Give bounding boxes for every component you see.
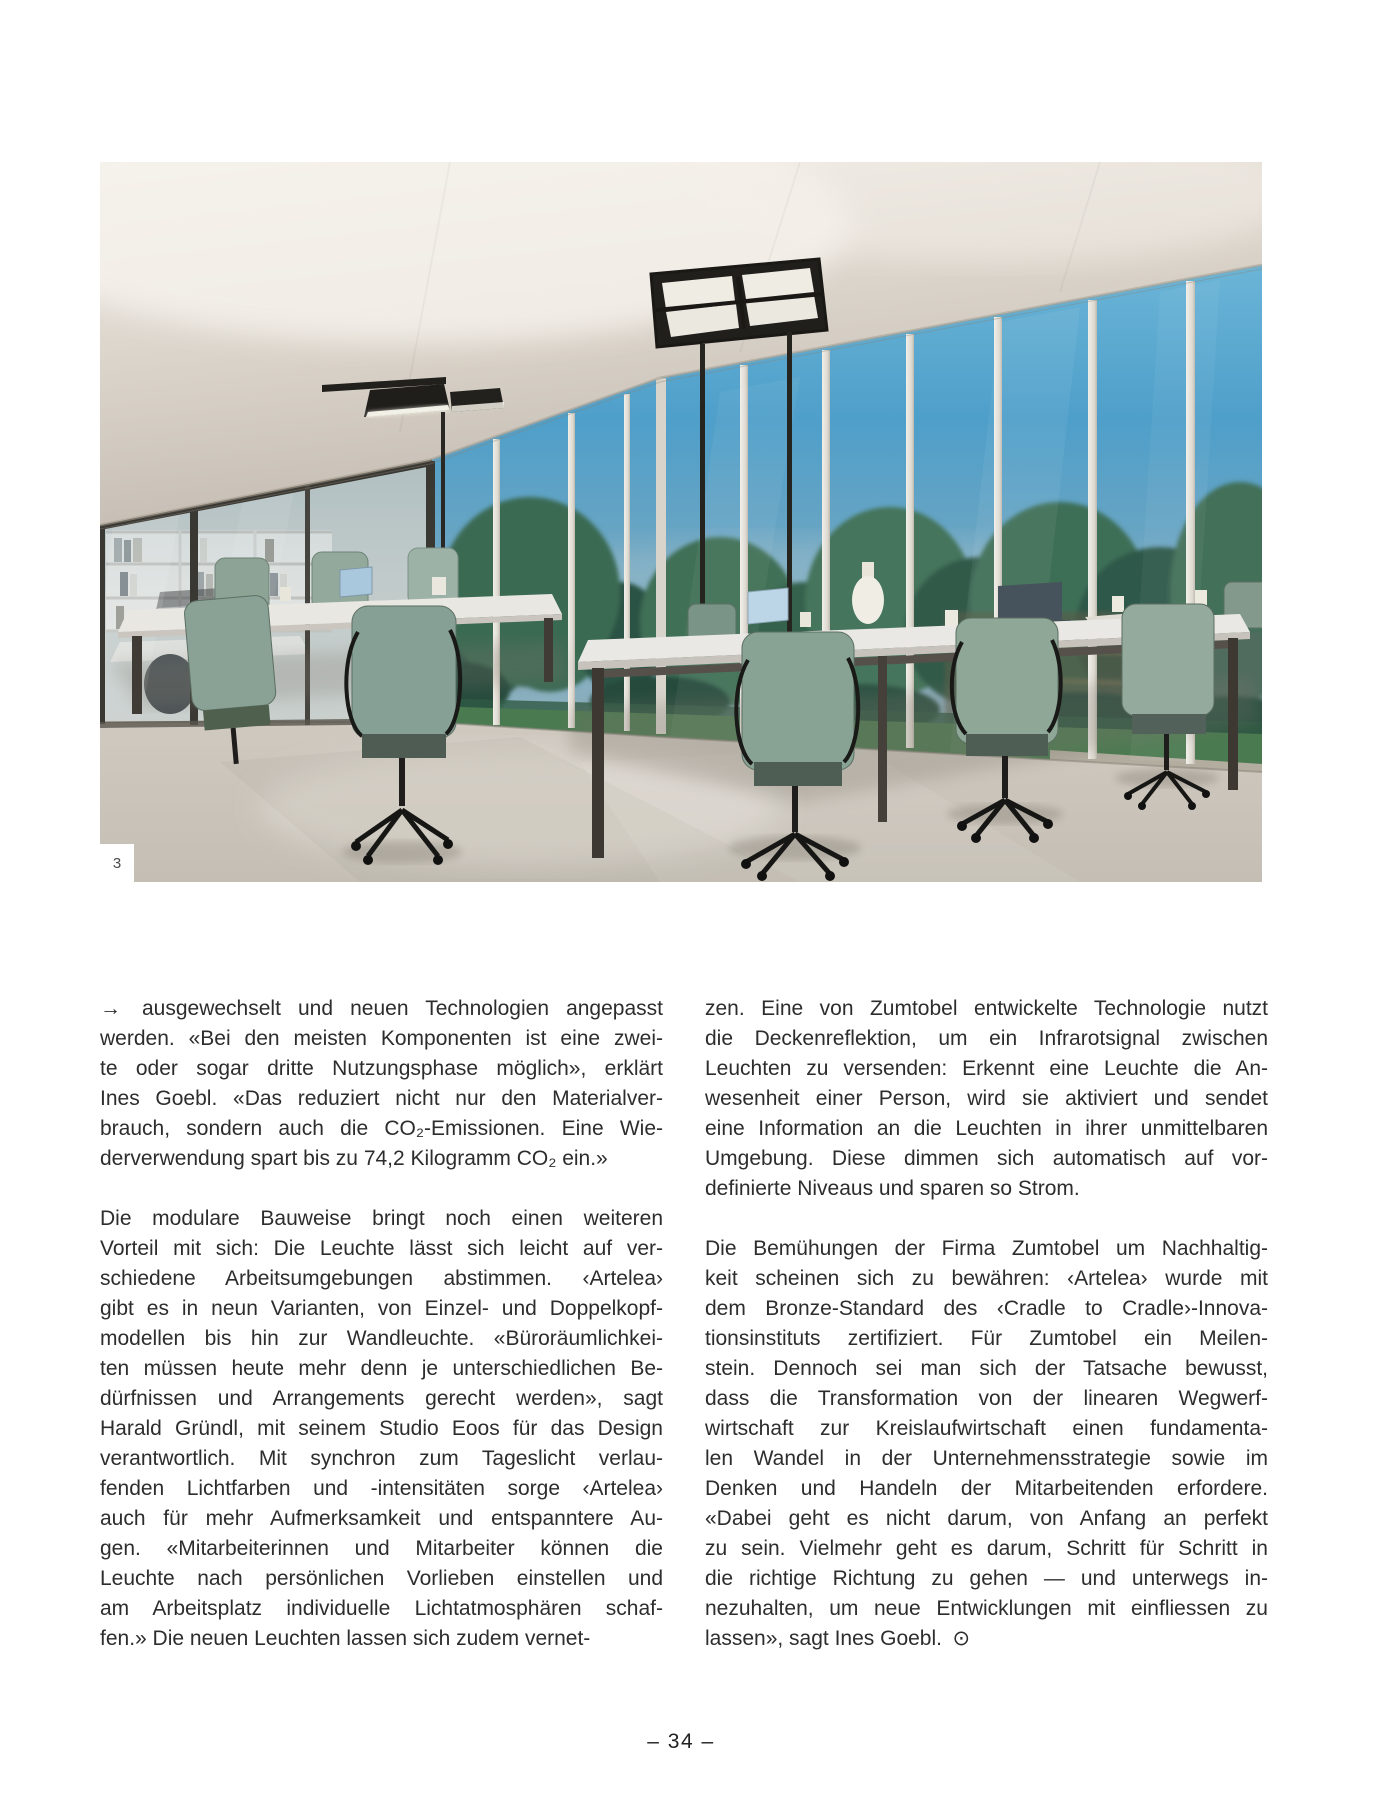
text-line: Vorteil mit sich: Die Leuchte lässt sich leicht auf ver- xyxy=(100,1237,663,1260)
text-line: fen.» Die neuen Leuchten lassen sich zudem vernet- xyxy=(100,1627,591,1650)
text-line: am Arbeitsplatz individuelle Lichtatmosphären schaf- xyxy=(100,1597,663,1620)
text-line: definierte Niveaus und sparen so Strom. xyxy=(705,1177,1080,1200)
article-column-right xyxy=(705,994,1268,1654)
text-line: dürfnissen und Arrangements gerecht werden», sagt xyxy=(100,1387,663,1410)
text-line: nezuhalten, um neue Entwicklungen mit einfliessen zu xyxy=(705,1597,1268,1620)
text-line: Umgebung. Diese dimmen sich automatisch auf vor- xyxy=(705,1147,1268,1170)
text-line: verantwortlich. Mit synchron zum Tageslicht verlau- xyxy=(100,1447,663,1470)
text-line: Harald Gründl, mit seinem Studio Eoos für das Design xyxy=(100,1417,663,1440)
text-line: tionsinstituts zertifiziert. Für Zumtobel ein Meilen- xyxy=(705,1327,1268,1350)
text-line: len Wandel in der Unternehmensstrategie sowie im xyxy=(705,1447,1268,1470)
text-line: wesenheit einer Person, wird sie aktiviert und sendet xyxy=(705,1087,1268,1110)
text-line: schiedene Arbeitsumgebungen abstimmen. ‹Artelea› xyxy=(100,1267,663,1290)
text-line: werden. «Bei den meisten Komponenten ist eine zwei- xyxy=(100,1027,663,1050)
article-column-left xyxy=(100,994,663,1654)
office-photo-figure xyxy=(100,162,1262,882)
paragraph xyxy=(100,1204,663,1654)
text-line: gen. «Mitarbeiterinnen und Mitarbeiter können die xyxy=(100,1537,663,1560)
office-photo xyxy=(100,162,1262,882)
text-line: «Dabei geht es nicht darum, von Anfang an perfekt xyxy=(705,1507,1268,1530)
text-line: ten müssen heute mehr denn je unterschiedlichen Be- xyxy=(100,1357,663,1380)
text-line: lassen», sagt Ines Goebl. ⊙ xyxy=(705,1627,971,1650)
text-line: Leuchte nach persönlichen Vorlieben einstellen und xyxy=(100,1567,663,1590)
text-line: zen. Eine von Zumtobel entwickelte Technologie nutzt xyxy=(705,997,1268,1020)
text-line: → ausgewechselt und neuen Technologien angepasst xyxy=(100,997,663,1020)
text-line: stein. Dennoch sei man sich der Tatsache bewusst, xyxy=(705,1357,1268,1380)
text-line: gibt es in neun Varianten, von Einzel- und Doppelkopf- xyxy=(100,1297,663,1320)
text-line: die Deckenreflektion, um ein Infrarotsignal zwischen xyxy=(705,1027,1268,1050)
text-line: te oder sogar dritte Nutzungsphase möglich», erklärt xyxy=(100,1057,663,1080)
text-line: wirtschaft zur Kreislaufwirtschaft einen fundamenta- xyxy=(705,1417,1268,1440)
article-body xyxy=(100,994,1268,1654)
paragraph xyxy=(705,994,1268,1204)
text-line: modellen bis hin zur Wandleuchte. «Büroräumlichkei- xyxy=(100,1327,663,1350)
paragraph xyxy=(705,1234,1268,1654)
text-line: keit scheinen sich zu bewähren: ‹Artelea› wurde mit xyxy=(705,1267,1268,1290)
text-line: Ines Goebl. «Das reduziert nicht nur den Materialver- xyxy=(100,1087,663,1110)
text-line: Leuchten zu versenden: Erkennt eine Leuchte die An- xyxy=(705,1057,1268,1080)
text-line: auch für mehr Aufmerksamkeit und entspanntere Au- xyxy=(100,1507,663,1530)
figure-number-label: 3 xyxy=(100,844,134,882)
text-line: fenden Lichtfarben und -intensitäten sorge ‹Artelea› xyxy=(100,1477,663,1500)
text-line: dass die Transformation von der linearen Wegwerf- xyxy=(705,1387,1268,1410)
text-line: die richtige Richtung zu gehen — und unterwegs in- xyxy=(705,1567,1268,1590)
text-line: Die modulare Bauweise bringt noch einen weiteren xyxy=(100,1207,663,1230)
text-line: dem Bronze-Standard des ‹Cradle to Cradle›-Innova- xyxy=(705,1297,1268,1320)
page-number: – 34 – xyxy=(647,1730,715,1753)
text-line: brauch, sondern auch die CO₂-Emissionen. Eine Wie- xyxy=(100,1117,663,1140)
text-line: Denken und Handeln der Mitarbeitenden erfordere. xyxy=(705,1477,1268,1500)
text-line: derverwendung spart bis zu 74,2 Kilogramm CO₂ ein.» xyxy=(100,1147,608,1170)
text-line: Die Bemühungen der Firma Zumtobel um Nachhaltig- xyxy=(705,1237,1268,1260)
paragraph xyxy=(100,994,663,1174)
text-line: zu sein. Vielmehr geht es darum, Schritt für Schritt in xyxy=(705,1537,1268,1560)
text-line: eine Information an die Leuchten in ihrer unmittelbaren xyxy=(705,1117,1268,1140)
